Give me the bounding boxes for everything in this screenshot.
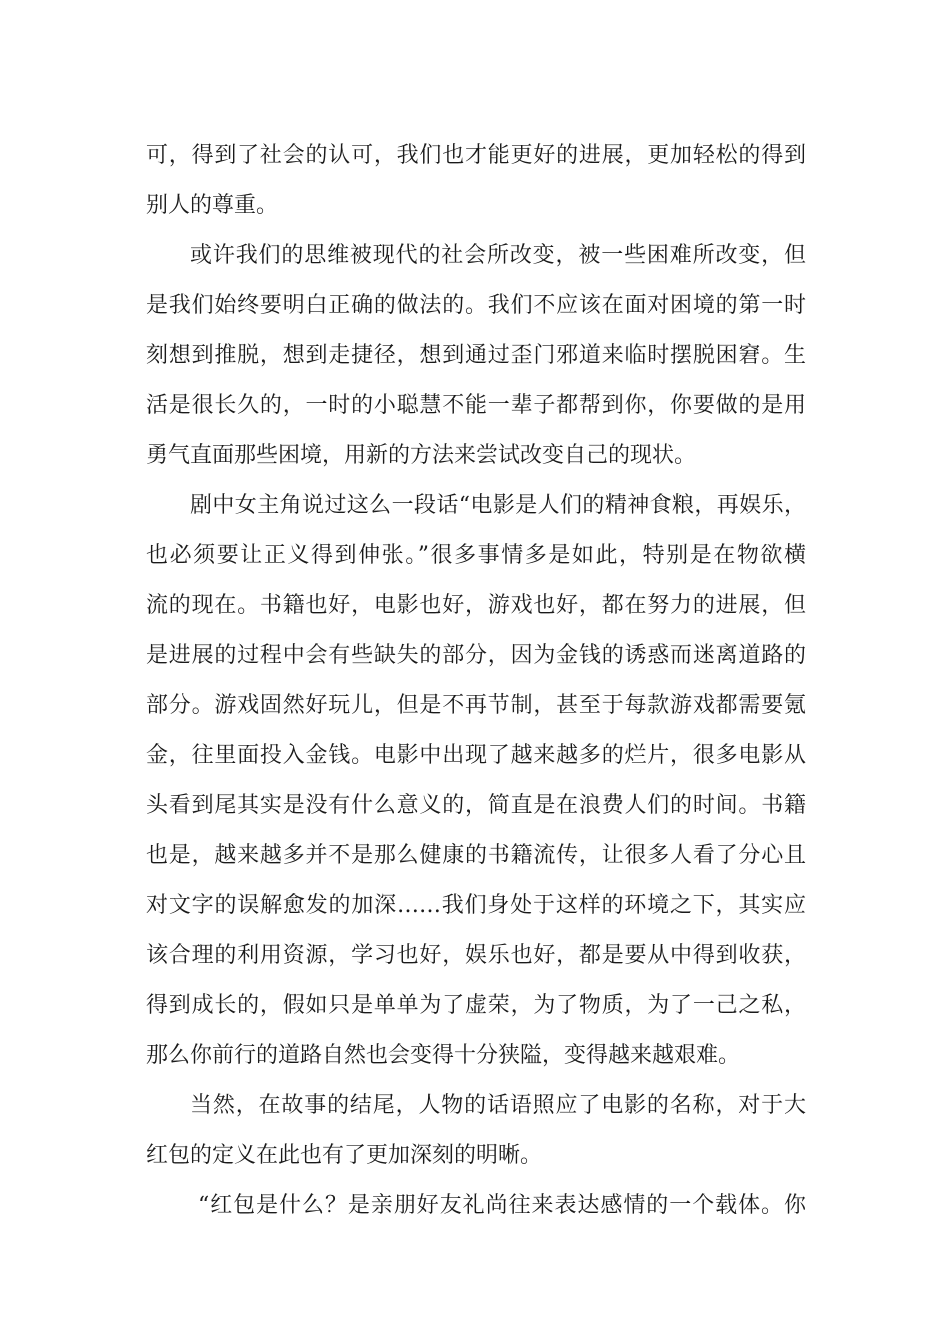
text-line: 对文字的误解愈发的加深……我们身处于这样的环境之下，其实应 [146,893,806,918]
paragraph [146,1081,806,1181]
text-line: 剧中女主角说过这么一段话“电影是人们的精神食粮，再娱乐， [190,493,806,518]
text-line: 是进展的过程中会有些缺失的部分，因为金钱的诱惑而迷离道路的 [146,643,806,668]
text-line: 或许我们的思维被现代的社会所改变，被一些困难所改变，但 [190,243,806,268]
paragraph [146,481,806,1081]
text-line: 那么你前行的道路自然也会变得十分狭隘，变得越来越艰难。 [146,1043,741,1068]
text-line: 也是，越来越多并不是那么健康的书籍流传，让很多人看了分心且 [146,843,806,868]
text-line: 头看到尾其实是没有什么意义的，简直是在浪费人们的时间。书籍 [146,793,806,818]
body-text [146,131,806,1231]
paragraph [146,1181,806,1231]
text-line: 是我们始终要明白正确的做法的。我们不应该在面对困境的第一时 [146,293,806,318]
paragraph [146,131,806,231]
text-line: 红包的定义在此也有了更加深刻的明晰。 [146,1143,543,1168]
text-line: 当然，在故事的结尾，人物的话语照应了电影的名称，对于大 [190,1093,806,1118]
text-line: 得到成长的，假如只是单单为了虚荣，为了物质，为了一己之私， [146,993,806,1018]
text-line: 流的现在。书籍也好，电影也好，游戏也好，都在努力的进展，但 [146,593,806,618]
text-line: 金，往里面投入金钱。电影中出现了越来越多的烂片，很多电影从 [146,743,806,768]
text-line: 可，得到了社会的认可，我们也才能更好的进展，更加轻松的得到 [146,143,806,168]
text-line: 刻想到推脱，想到走捷径，想到通过歪门邪道来临时摆脱困窘。生 [146,343,806,368]
text-line: 勇气直面那些困境，用新的方法来尝试改变自己的现状。 [146,443,697,468]
text-line: 别人的尊重。 [146,193,279,218]
text-line: 活是很长久的，一时的小聪慧不能一辈子都帮到你，你要做的是用 [146,393,806,418]
paragraph [146,231,806,481]
text-line: 也必须要让正义得到伸张。”很多事情多是如此，特别是在物欲横 [146,543,806,568]
text-line: 该合理的利用资源，学习也好，娱乐也好，都是要从中得到收获， [146,943,806,968]
text-line: “红包是什么？是亲朋好友礼尚往来表达感情的一个载体。你 [198,1193,806,1218]
text-line: 部分。游戏固然好玩儿，但是不再节制，甚至于每款游戏都需要氪 [146,693,806,718]
